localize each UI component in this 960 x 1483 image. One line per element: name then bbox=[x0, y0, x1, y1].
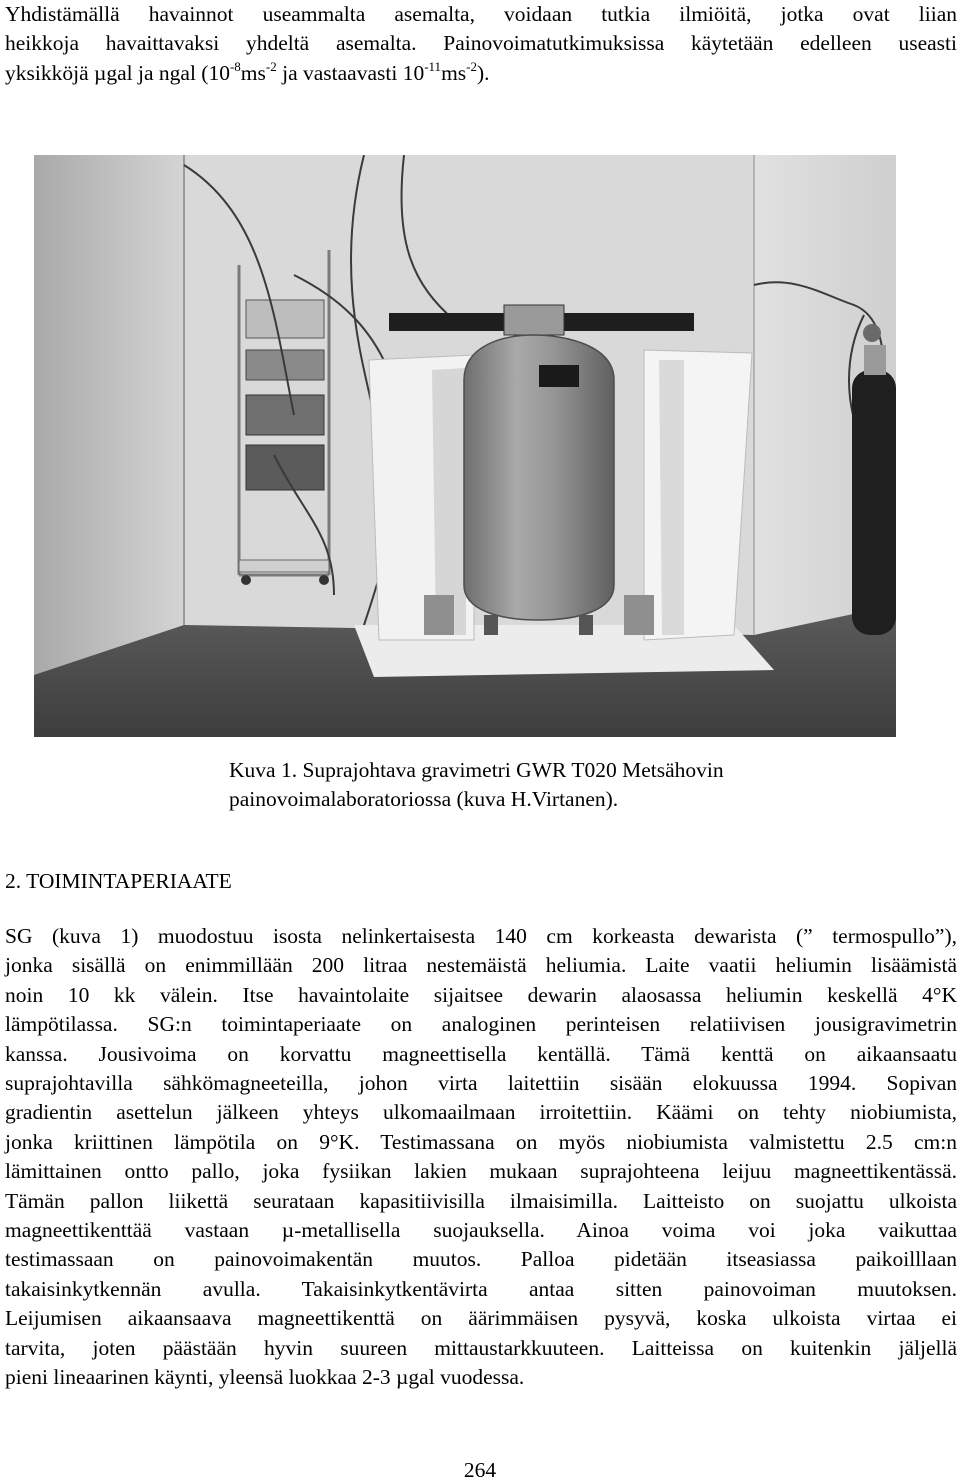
body-line: pieni lineaarinen käynti, yleensä luokkaa 2-3 µgal vuodessa. bbox=[5, 1365, 525, 1390]
body-line: jonka kriittinen lämpötila on 9°K. Testimassana on myös niobiumista valmistettu 2.5 cm:n bbox=[5, 1129, 957, 1154]
caption-line: painovoimalaboratoriossa (kuva H.Virtanen). bbox=[229, 787, 619, 811]
intro-line: heikkoja havaittavaksi yhdeltä asemalta. Painovoimatutkimuksissa käytetään edelleen useasti bbox=[5, 31, 957, 56]
body-line: noin 10 kk välein. Itse havaintolaite sijaitsee dewarin alaosassa heliumin keskellä 4°K bbox=[5, 982, 957, 1007]
body-line: Tämän pallon liikettä seurataan kapasitiivisilla ilmaisimilla. Laitteisto on suojattu ulkoista bbox=[5, 1188, 957, 1213]
body-line: lämpötilassa. SG:n toimintaperiaate on analoginen perinteisen relatiivisen jousigravimetrin bbox=[5, 1012, 957, 1037]
body-line: tarvita, joten päästään hyvin suureen mittaustarkkuuteen. Laitteissa on kuitenkin jäljellä bbox=[5, 1335, 957, 1360]
body-line: takaisinkytkennän avulla. Takaisinkytkentävirta antaa sitten painovoiman muutoksen. bbox=[5, 1276, 957, 1301]
caption-line: Kuva 1. Suprajohtava gravimetri GWR T020 Metsähovin bbox=[229, 758, 724, 782]
section-paragraph bbox=[5, 922, 957, 1393]
body-line: lämittainen ontto pallo, joka fysiikan lakien mukaan suprajohteena leijuu magneettikentässä. bbox=[5, 1159, 957, 1184]
body-line: SG (kuva 1) muodostuu isosta nelinkertaisesta 140 cm korkeasta dewarista (” termospullo”), bbox=[5, 924, 957, 948]
body-line: Leijumisen aikaansaava magneettikenttä on äärimmäisen pysyvä, koska ulkoista virtaa ei bbox=[5, 1306, 957, 1331]
intro-line: yksikköjä µgal ja ngal ($10^{-8}ms^{-2}$ ja vastaavasti $10^{-11}ms^{-2}$). bbox=[5, 58, 490, 85]
intro-paragraph bbox=[5, 0, 957, 88]
body-line: jonka sisällä on enimmillään 200 litraa nestemäistä heliumia. Laite vaatii heliumin lisäämistä bbox=[5, 953, 957, 978]
body-line: magneettikenttää vastaan µ-metallisella suojauksella. Ainoa voima voi joka vaikuttaa bbox=[5, 1218, 957, 1243]
intro-line: Yhdistämällä havainnot useammalta asemalta, voidaan tutkia ilmiöitä, jotka ovat liian bbox=[5, 2, 957, 26]
section-heading: 2. TOIMINTAPERIAATE bbox=[5, 869, 232, 893]
figure-caption bbox=[229, 756, 869, 814]
gravimeter-photo bbox=[34, 155, 896, 737]
body-line: suprajohtavilla sähkömagneeteilla, johon virta laitettiin sisään elokuussa 1994. Sopivan bbox=[5, 1071, 957, 1096]
body-line: kanssa. Jousivoima on korvattu magneettisella kentällä. Tämä kenttä on aikaansaatu bbox=[5, 1041, 957, 1066]
page-number: 264 bbox=[463, 1458, 497, 1482]
body-line: testimassaan on painovoimakentän muutos. Palloa pidetään itseasiassa paikoilllaan bbox=[5, 1247, 957, 1272]
body-line: gradientin asettelun jälkeen yhteys ulkomaailmaan irroitettiin. Käämi on tehty niobiumista, bbox=[5, 1100, 957, 1125]
